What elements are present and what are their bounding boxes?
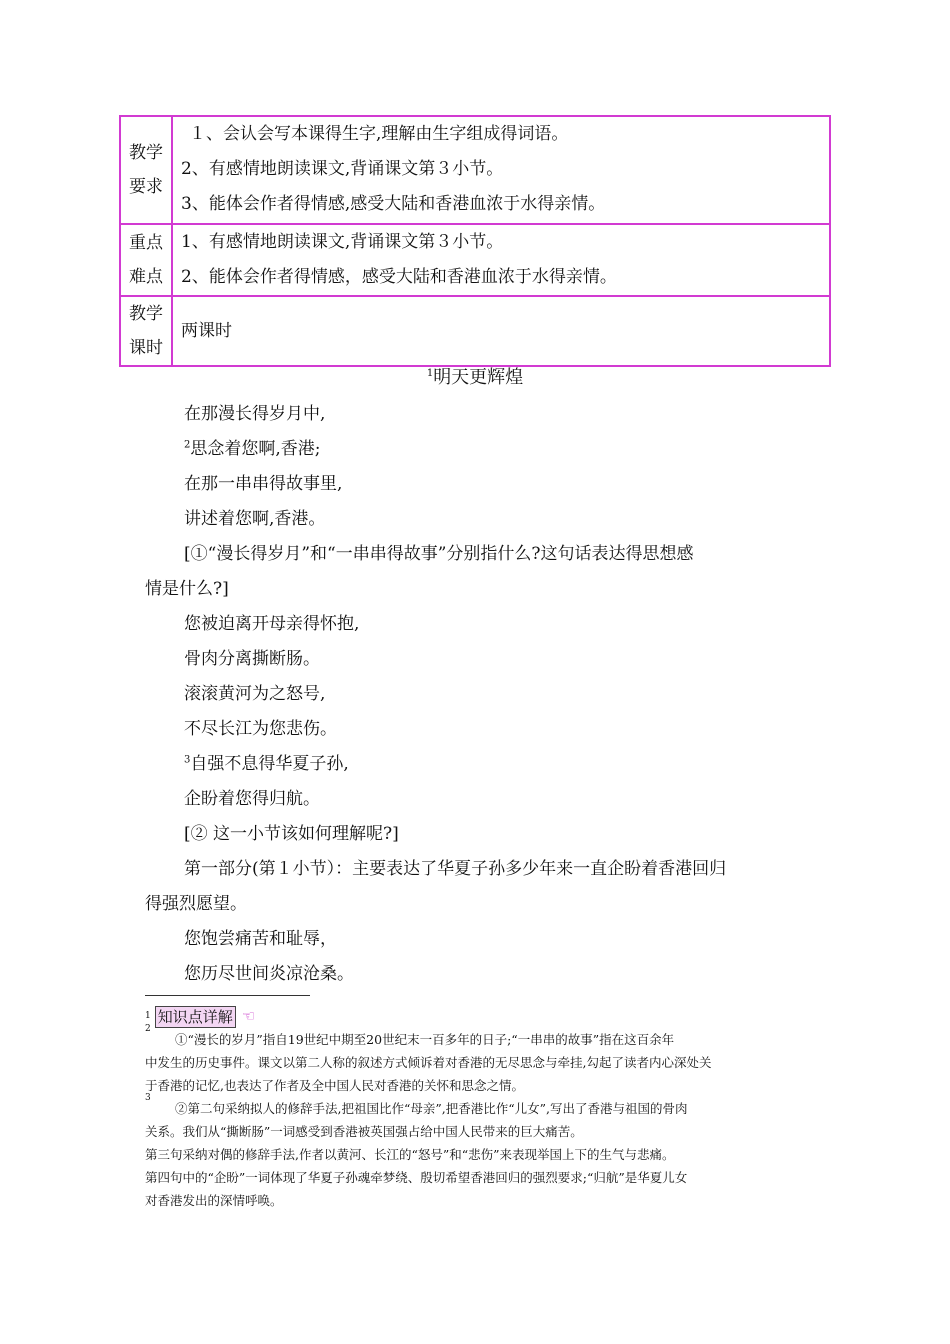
label-top: 重点 (129, 233, 163, 253)
poem-title (0, 366, 950, 390)
label-bottom: 要求 (129, 177, 163, 197)
footnote-line: 中发生的历史事件。课文以第二人称的叙述方式倾诉着对香港的无尽思念与牵挂,勾起了读者内心深处关 (145, 1055, 712, 1070)
key-point-line: 1、有感情地朗读课文,背诵课文第３小节。 (181, 232, 504, 252)
footnote-line: ①“漫长的岁月”指自19世纪中期至20世纪末一百多年的日子;“一串串的故事”指在这百余年 (175, 1032, 675, 1047)
row-label (120, 296, 172, 366)
poem-line: 您被迫离开母亲得怀抱, (184, 614, 360, 634)
label-bottom: 课时 (129, 338, 163, 358)
poem-line: 讲述着您啊,香港。 (184, 509, 326, 529)
footnote-marker[interactable]: 1 (426, 368, 434, 379)
footnote-line: 第三句采纳对偶的修辞手法,作者以黄河、长江的“怒号”和“悲伤”来表现举国上下的生气与悲痛。 (145, 1147, 675, 1162)
poem-body (145, 397, 815, 992)
poem-line: 在那漫长得岁月中, (184, 404, 326, 424)
poem-line: 滚滚黄河为之怒号, (184, 684, 326, 704)
footnote-line: 第四句中的“企盼”一词体现了华夏子孙魂牵梦绕、殷切希望香港回归的强烈要求;“归航”是华夏儿女 (145, 1170, 688, 1185)
label-bottom: 难点 (129, 267, 163, 287)
poem-line: 企盼着您得归航。 (184, 789, 320, 809)
row-label (120, 224, 172, 296)
summary-line: 得强烈愿望。 (145, 894, 247, 914)
poem-line: 在那一串串得故事里, (184, 474, 343, 494)
row-label (120, 116, 172, 224)
footnote-marker[interactable]: 3 (184, 754, 191, 766)
row-content (172, 224, 830, 296)
pointing-hand-icon: ☜ (241, 1007, 256, 1025)
footnote-marker[interactable]: 2 (184, 439, 191, 451)
footnote-divider (145, 995, 310, 996)
footnotes (145, 1005, 805, 1212)
poem-line: 您饱尝痛苦和耻辱， (184, 929, 337, 949)
footnote-number: 1 (145, 1011, 151, 1021)
key-point-line: 2、能体会作者得情感，感受大陆和香港血浓于水得亲情。 (181, 267, 617, 287)
poem-line: 骨肉分离撕断肠。 (184, 649, 320, 669)
summary-line: 第一部分(第１小节）：主要表达了华夏子孙多少年来一直企盼着香港回归 (184, 859, 727, 879)
requirement-line: 3、能体会作者得情感,感受大陆和香港血浓于水得亲情。 (181, 194, 606, 214)
teaching-requirements-row (120, 116, 830, 224)
row-content (172, 296, 830, 366)
footnote-number: 2 (145, 1024, 151, 1034)
footnote-line: ②第二句采纳拟人的修辞手法,把祖国比作“母亲”,把香港比作“儿女”,写出了香港与祖国的骨肉 (175, 1101, 688, 1116)
footnote-2 (145, 1024, 805, 1097)
footnote-1 (145, 1005, 805, 1028)
requirement-line: １、会认会写本课得生字,理解由生字组成得词语。 (189, 124, 569, 144)
requirement-line: 2、有感情地朗读课文,背诵课文第３小节。 (181, 159, 504, 179)
question-line: 情是什么?] (145, 579, 229, 599)
label-top: 教学 (129, 143, 163, 163)
poem-line-text: 自强不息得华夏子孙, (190, 754, 349, 774)
knowledge-badge: 知识点详解 (155, 1006, 236, 1028)
poem-line (145, 432, 815, 467)
poem-line (145, 747, 815, 782)
footnote-3 (145, 1093, 805, 1212)
footnote-line: 于香港的记忆,也表达了作者及全中国人民对香港的关怀和思念之情。 (145, 1078, 524, 1093)
class-hours-value: 两课时 (181, 320, 232, 341)
label-top: 教学 (129, 304, 163, 324)
poem-line: 不尽长江为您悲伤。 (184, 719, 337, 739)
footnote-number: 3 (145, 1093, 151, 1103)
poem-title-text: 明天更辉煌 (433, 367, 524, 388)
lesson-plan-table (119, 115, 831, 367)
class-hours-row (120, 296, 830, 366)
poem-line: 您历尽世间炎凉沧桑。 (184, 964, 354, 984)
footnote-line: 关系。我们从“撕断肠”一词感受到香港被英国强占给中国人民带来的巨大痛苦。 (145, 1124, 583, 1139)
row-content (172, 116, 830, 224)
key-difficult-points-row (120, 224, 830, 296)
footnote-line: 对香港发出的深情呼唤。 (145, 1193, 283, 1208)
question-line: [② 这一小节该如何理解呢?] (184, 824, 399, 844)
poem-line-text: 思念着您啊,香港; (190, 439, 321, 459)
question-line: [①“漫长得岁月”和“一串串得故事”分别指什么?这句话表达得思想感 (184, 544, 694, 564)
